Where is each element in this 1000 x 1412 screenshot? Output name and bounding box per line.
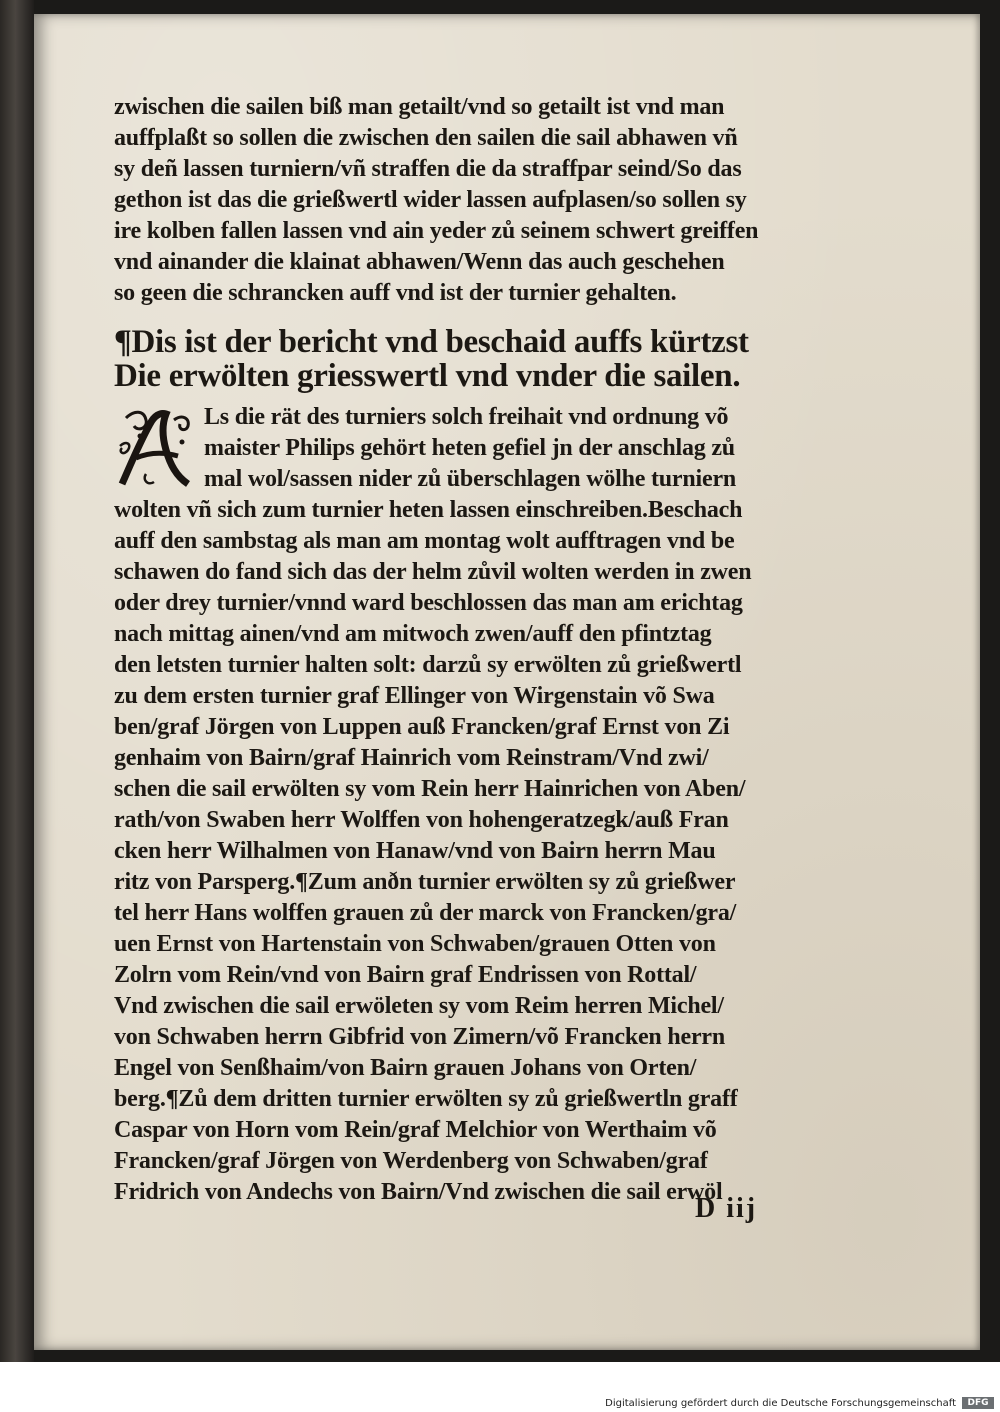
footer-bar [0, 1362, 1000, 1412]
text-line: Engel von Senßhaim/von Bairn grauen Johans von Orten/ [114, 1055, 697, 1081]
paragraph-with-initial [114, 402, 832, 495]
text-line: genhaim von Bairn/graf Hainrich vom Reinstram/Vnd zwi/ [114, 745, 709, 771]
text-line: wolten vñ sich zum turnier heten lassen einschreiben.Beschach [114, 497, 743, 523]
dfg-logo: DFG [962, 1397, 994, 1409]
book-spine-edge [0, 0, 34, 1362]
text-line: Vnd zwischen die sail erwöleten sy vom Reim herren Michel/ [114, 993, 724, 1019]
text-line: Francken/graf Jörgen von Werdenberg von Schwaben/graf [114, 1148, 708, 1174]
text-line: von Schwaben herrn Gibfrid von Zimern/võ Francken herrn [114, 1024, 726, 1050]
text-line: Fridrich von Andechs von Bairn/Vnd zwischen die sail erwöl [114, 1179, 723, 1205]
text-line: zwischen die sailen biß man getailt/vnd so getailt ist vnd man [114, 94, 725, 120]
text-line: vnd ainander die klainat abhawen/Wenn das auch geschehen [114, 249, 725, 275]
heading-line: Die erwölten griesswertl vnd vnder die sailen. [114, 359, 741, 393]
footer-credit: Digitalisierung gefördert durch die Deutsche Forschungsgemeinschaft [605, 1398, 956, 1409]
text-line: cken herr Wilhalmen von Hanaw/vnd von Bairn herrn Mau [114, 838, 716, 864]
text-line: ben/graf Jörgen von Luppen auß Francken/graf Ernst von Zi [114, 714, 730, 740]
text-line: maister Philips gehört heten gefiel jn der anschlag zů [204, 435, 735, 461]
text-line: auffplaßt so sollen die zwischen den sailen die sail abhawen vñ [114, 125, 738, 151]
text-line: mal wol/sassen nider zů überschlagen wölhe turniern [204, 466, 737, 492]
signature-mark: D iij [695, 1193, 758, 1224]
text-line: rath/von Swaben herr Wolffen von hohengeratzegk/auß Fran [114, 807, 729, 833]
text-line: zu dem ersten turnier graf Ellinger von Wirgenstain võ Swa [114, 683, 715, 709]
heading-line: ¶Dis ist der bericht vnd beschaid auffs kürtzst [114, 325, 749, 359]
text-line: nach mittag ainen/vnd am mitwoch zwen/auff den pfintztag [114, 621, 712, 647]
text-line: schawen do fand sich das der helm zůvil wolten werden in zwen [114, 559, 752, 585]
paragraph-body [114, 495, 832, 1208]
text-line: berg.¶Zů dem dritten turnier erwölten sy zů grießwertln graff [114, 1086, 738, 1112]
text-line: gethon ist das die grießwertl wider lassen aufplasen/so sollen sy [114, 187, 747, 213]
paragraph-top [114, 92, 832, 309]
text-line: Zolrn vom Rein/vnd von Bairn graf Endrissen von Rottal/ [114, 962, 697, 988]
text-line: Ls die rät des turniers solch freihait vnd ordnung võ [204, 404, 729, 430]
text-line: sy deñ lassen turniern/vñ straffen die da straffpar seind/So das [114, 156, 742, 182]
text-line: Caspar von Horn vom Rein/graf Melchior von Werthaim võ [114, 1117, 717, 1143]
text-line: tel herr Hans wolffen grauen zů der marck von Francken/gra/ [114, 900, 737, 926]
page-text [114, 92, 832, 1208]
text-line: ritz von Parsperg.¶Zum anðn turnier erwölten sy zů grießwer [114, 869, 736, 895]
text-line: schen die sail erwölten sy vom Rein herr Hainrichen von Aben/ [114, 776, 746, 802]
text-line: ire kolben fallen lassen vnd ain yeder zů seinem schwert greiffen [114, 218, 759, 244]
text-line: auff den sambstag als man am montag wolt aufftragen vnd be [114, 528, 735, 554]
text-line: so geen die schrancken auff vnd ist der turnier gehalten. [114, 280, 677, 306]
section-heading [114, 325, 832, 393]
text-line: uen Ernst von Hartenstain von Schwaben/grauen Otten von [114, 931, 716, 957]
text-line: oder drey turnier/vnnd ward beschlossen das man am erichtag [114, 590, 743, 616]
text-line: den letsten turnier halten solt: darzů sy erwölten zů grießwertl [114, 652, 742, 678]
